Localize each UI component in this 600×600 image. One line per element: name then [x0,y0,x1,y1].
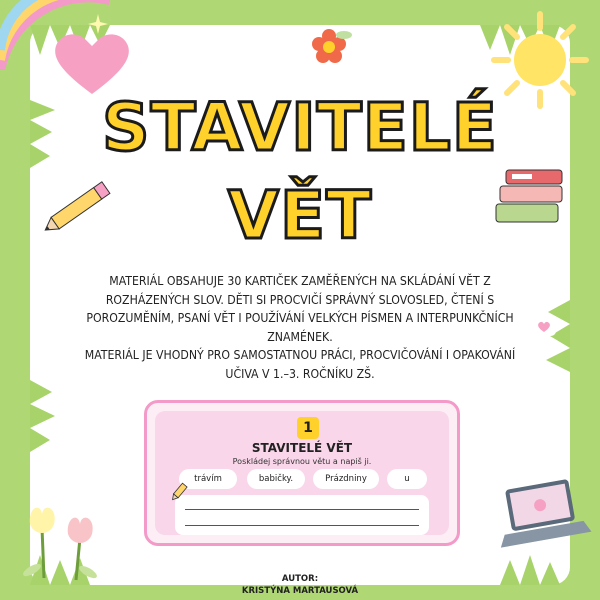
card-subtitle: Poskládej správnou větu a napiš ji. [232,457,372,466]
speech-heart-icon [530,314,560,344]
description [70,272,530,383]
small-pencil-icon [169,481,189,503]
writing-lines [175,495,429,535]
card-number-badge: 1 [297,417,319,439]
laptop-icon [492,476,592,556]
word-chip: babičky. [247,469,305,489]
word-chip: trávím [179,469,237,489]
card-title: STAVITELÉ VĚT [251,441,353,455]
leaf-icon [334,28,354,42]
title-line-1: STAVITELÉ [102,89,498,166]
sample-card [144,400,460,546]
sparkle-icon [88,14,108,34]
writing-line [185,509,419,510]
author-label: AUTOR: [281,574,319,584]
author-name: KRISTÝNA MARTAUSOVÁ [241,586,359,596]
card-inner [155,411,449,535]
description-paragraph-1: MATERIÁL OBSAHUJE 30 KARTIČEK ZAMĚŘENÝCH NA SKLÁDÁNÍ VĚT Z ROZHÁZENÝCH SLOV. DĚTI SI PROCVIČÍ SPRÁVNÝ SLOVOSLED, ČTENÍ S POROZUMĚNÍM, PSANÍ VĚT I POUŽÍVÁNÍ VELKÝCH PÍSMEN A INTERPUNKČNÍCH ZNAMÉNEK. [86,274,514,344]
word-chip: Prázdniny [313,469,379,489]
title-line-2: VĚT [227,177,373,254]
word-chip: u [387,469,427,489]
description-paragraph-2: MATERIÁL JE VHODNÝ PRO SAMOSTATNOU PRÁCI, PROCVIČOVÁNÍ I OPAKOVÁNÍ UČIVA V 1.–3. ROČNÍKU ZŠ. [84,348,516,381]
writing-line [185,525,419,526]
